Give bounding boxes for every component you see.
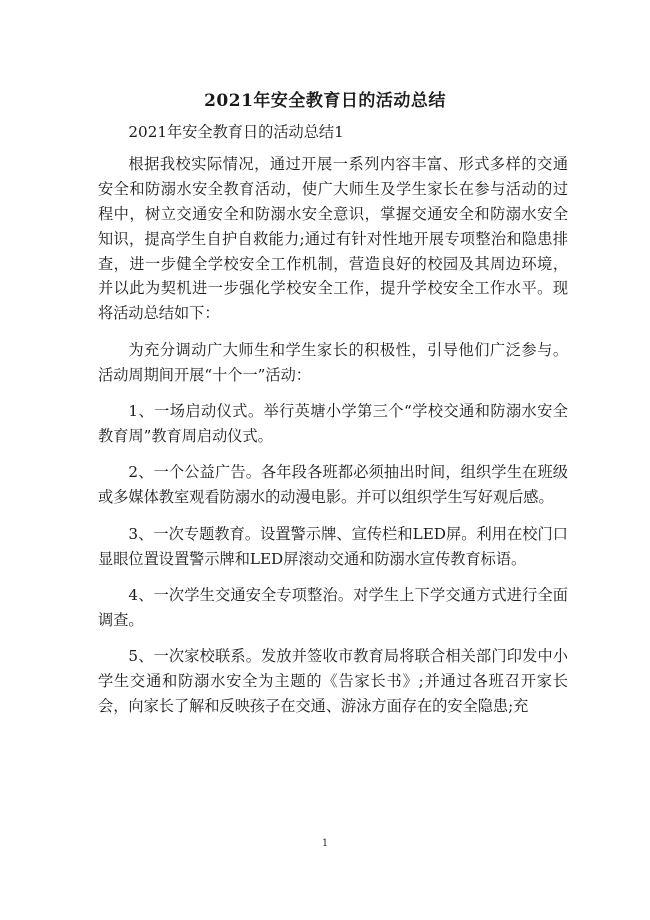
document-subtitle: 2021年安全教育日的活动总结1 [128, 123, 344, 141]
paragraph-intro: 根据我校实际情况，通过开展一系列内容丰富、形式多样的交通安全和防溺水安全教育活动，使广大师生及学生家长在参与活动的过程中，树立交通安全和防溺水安全意识，掌握交通安全和防溺水安全知识，提高学生自护自救能力;通过有针对性地开展专项整治和隐患排查，进一步健全学校安全工作机制，营造良好的校园及其周边环境，并以此为契机进一步强化学校安全工作，提升学校安全工作水平。现将活动总结如下： [98, 154, 568, 323]
paragraph-item-2: 2、一个公益广告。各年段各班都必须抽出时间，组织学生在班级或多媒体教室观看防溺水的动漫电影。并可以组织学生写好观后感。 [98, 463, 568, 507]
paragraph-item-1: 1、一场启动仪式。举行英塘小学第三个“学校交通和防溺水安全教育周”教育周启动仪式。 [98, 402, 568, 445]
paragraph-item-3: 3、一次专题教育。设置警示牌、宣传栏和LED屏。利用在校门口显眼位置设置警示牌和LED屏滚动交通和防溺水宣传教育标语。 [98, 524, 568, 568]
paragraph-item-4: 4、一次学生交通安全专项整治。对学生上下学交通方式进行全面调查。 [98, 586, 568, 629]
page-number: 1 [321, 838, 329, 849]
paragraph-activities-intro: 为充分调动广大师生和学生家长的积极性，引导他们广泛参与。活动周期间开展“十个一”活动： [98, 340, 568, 384]
document-body [98, 120, 568, 719]
paragraph-item-5: 5、一次家校联系。发放并签收市教育局将联合相关部门印发中小学生交通和防溺水安全为主题的《告家长书》;并通过各班召开家长会，向家长了解和反映孩子在交通、游泳方面存在的安全隐患;充 [98, 647, 568, 716]
document-title: 2021年安全教育日的活动总结 [204, 91, 446, 111]
